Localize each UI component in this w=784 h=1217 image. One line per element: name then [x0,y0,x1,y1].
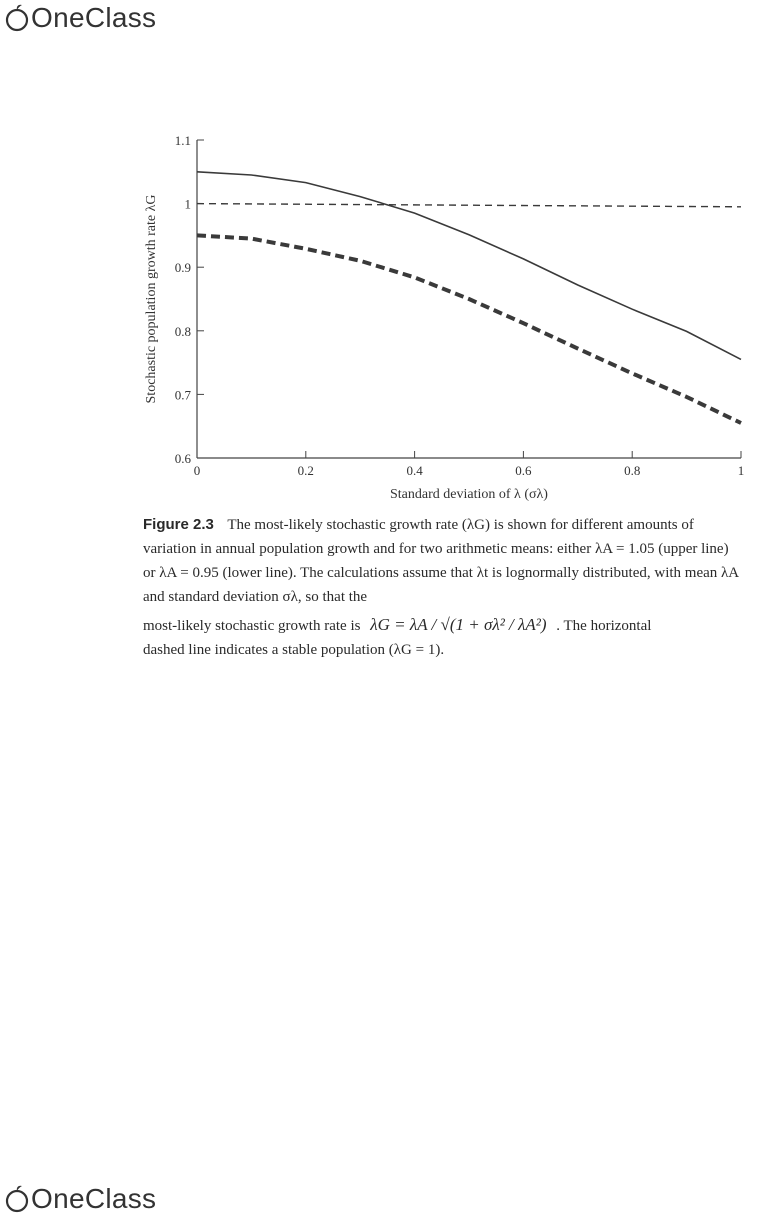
x-axis-label: Standard deviation of λ (σλ) [390,487,548,502]
y-tick-label: 1 [184,196,191,212]
oneclass-logo-icon [4,1184,30,1214]
x-tick-label: 0.4 [406,463,423,478]
caption-body: The most-likely stochastic growth rate (λG) is shown for different amounts of variation in annual population growth and for two arithmetic means: either λA = 1.05 (upper line) or λA = 0.95 (lower line). The calculations assume that λt is lognormally distributed, with mean λA and standard deviation σλ, so that the [143,517,739,605]
series-line-dashed-thin [197,204,741,207]
x-tick-label: 1 [737,463,745,478]
brand-name: OneClass [31,1183,157,1214]
caption-line3: dashed line indicates a stable population (λG = 1). [143,642,445,658]
caption-line2-suffix: . The horizontal [556,618,652,634]
y-tick-label: 0.7 [174,387,191,403]
brand-name: OneClass [31,2,157,33]
figure-caption [143,513,743,662]
y-tick-label: 0.6 [174,451,191,466]
figure-label: Figure 2.3 [143,516,214,533]
y-tick-label: 0.9 [174,260,191,276]
x-tick-label: 0.2 [297,463,314,478]
oneclass-logo-icon [4,3,30,33]
oneclass-logo-bottom [4,1183,156,1215]
growth-rate-chart [130,125,770,510]
x-tick-label: 0 [193,463,201,478]
y-axis-label: Stochastic population growth rate λG [144,194,159,404]
caption-line2-prefix: most-likely stochastic growth rate is [143,618,361,634]
x-tick-label: 0.6 [515,463,532,478]
growth-formula: λG = λA / √(1 + σλ² / λA²) [370,615,547,634]
oneclass-logo-top [4,2,156,34]
y-tick-label: 1.1 [174,133,191,148]
y-tick-label: 0.8 [174,323,191,339]
x-tick-label: 0.8 [624,463,641,478]
series-line-solid [197,172,741,360]
series-line-dashed-thick [197,235,741,423]
